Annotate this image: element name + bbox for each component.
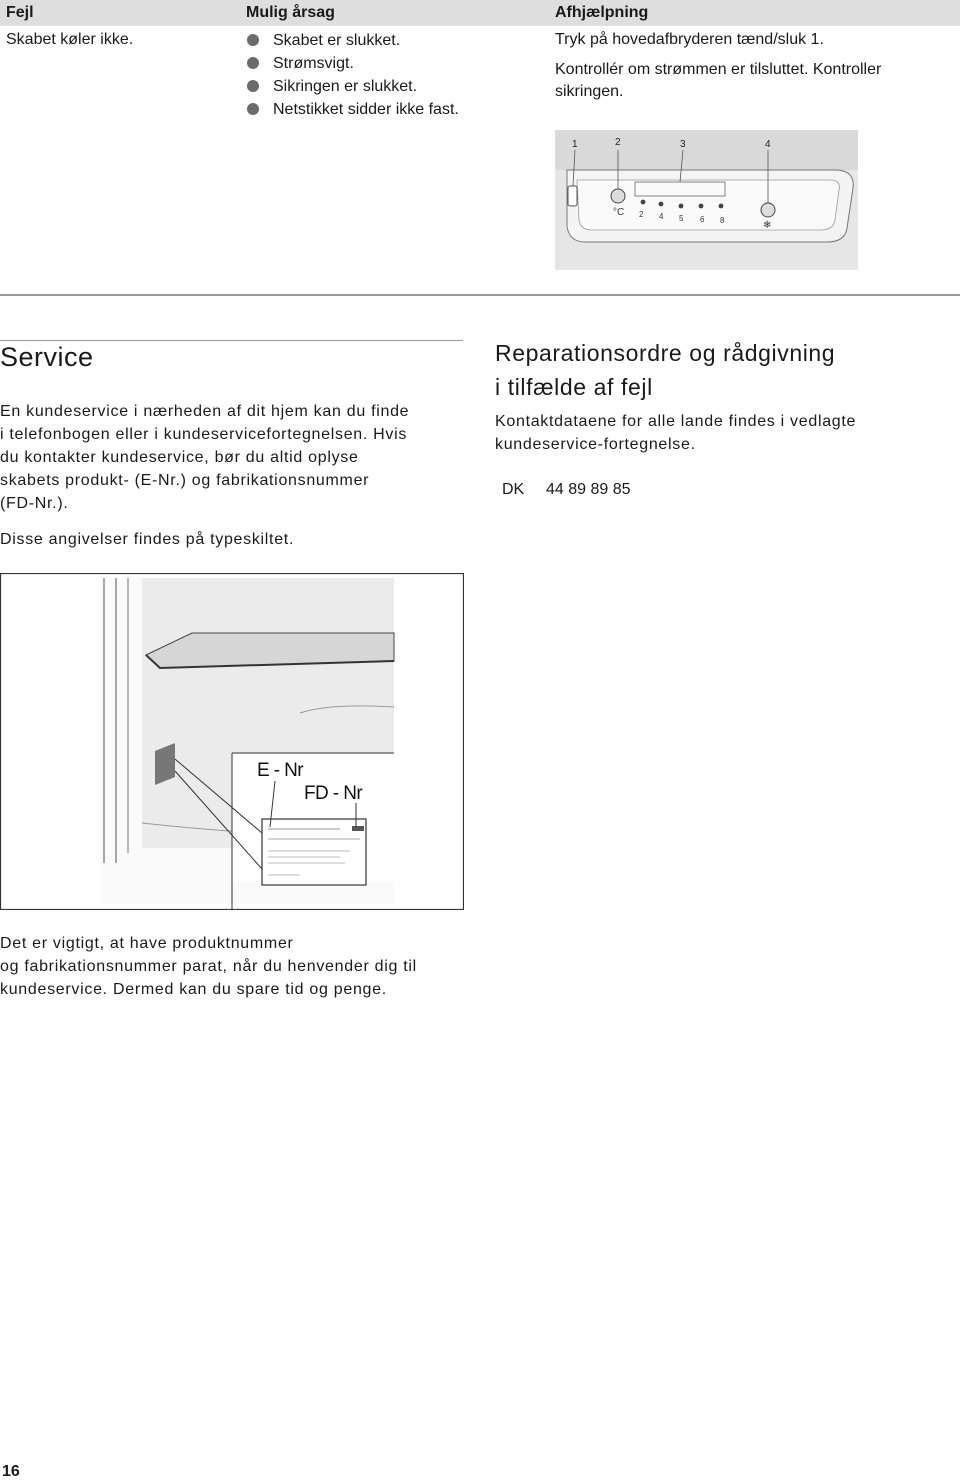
indicator-led [679,204,684,209]
scale-label: 6 [700,215,705,224]
service-note: Disse angivelser findes på typeskiltet. [0,531,295,548]
supercool-button [761,203,775,217]
scale-label: 8 [720,216,725,225]
header-remedy: Afhjælpning [555,4,649,21]
callout-number: 1 [572,139,578,150]
closing-text: Det er vigtigt, at have produktnummer og fabrikationsnummer parat, når du henvender dig til kundeservice. Dermed kan du spare tid og penge. [0,935,417,998]
power-switch [568,186,577,206]
snowflake-icon: ❄ [763,220,772,231]
repair-heading: Reparationsordre og rådgivning i tilfælde af fejl [495,340,836,400]
temperature-button [611,189,625,203]
service-rule [0,340,463,341]
indicator-led [641,200,646,205]
fd-nr-label: FD - Nr [304,783,363,804]
cause-item: Strømsvigt. [247,52,537,75]
callout-number: 2 [615,137,621,148]
section-divider [0,294,960,296]
fault-text: Skabet køler ikke. [6,31,134,48]
table-header-row [0,0,960,26]
phone-number: 44 89 89 85 [546,481,631,498]
page-number: 16 [2,1463,20,1480]
rating-plate-illustration [0,573,464,910]
callout-number: 3 [680,139,686,150]
cause-item: Skabet er slukket. [247,29,537,52]
cause-item: Sikringen er slukket. [247,75,537,98]
control-face [577,180,839,230]
control-panel-illustration [555,130,858,270]
indicator-led [699,204,704,209]
scale-label: 5 [679,214,684,223]
e-nr-label: E - Nr [257,760,304,781]
plate-barcode [352,826,364,831]
service-heading: Service [0,342,94,372]
cause-list [247,29,537,121]
indicator-led [719,204,724,209]
cause-item: Netstikket sidder ikke fast. [247,98,537,121]
header-fault: Fejl [6,4,34,21]
unit-label: °C [613,207,625,218]
scale-label: 4 [659,212,664,221]
remedy-text-1: Tryk på hovedafbryderen tænd/sluk 1. [555,31,824,48]
indicator-led [659,202,664,207]
header-cause: Mulig årsag [246,4,335,21]
scale-label: 2 [639,210,644,219]
remedy-text-2: Kontrollér om strømmen er tilsluttet. Kontroller sikringen. [555,61,882,100]
repair-body: Kontaktdataene for alle lande findes i vedlagte kundeservice-fortegnelse. [495,413,857,453]
country-code: DK [502,481,525,498]
callout-number: 4 [765,139,771,150]
service-body: En kundeservice i nærheden af dit hjem kan du finde i telefonbogen eller i kundeservicefortegnelsen. Hvis du kontakter kundeservice, bør du altid oplyse skabets produkt- (E-Nr.) og fabrikationsnummer (FD-Nr.). [0,403,410,512]
